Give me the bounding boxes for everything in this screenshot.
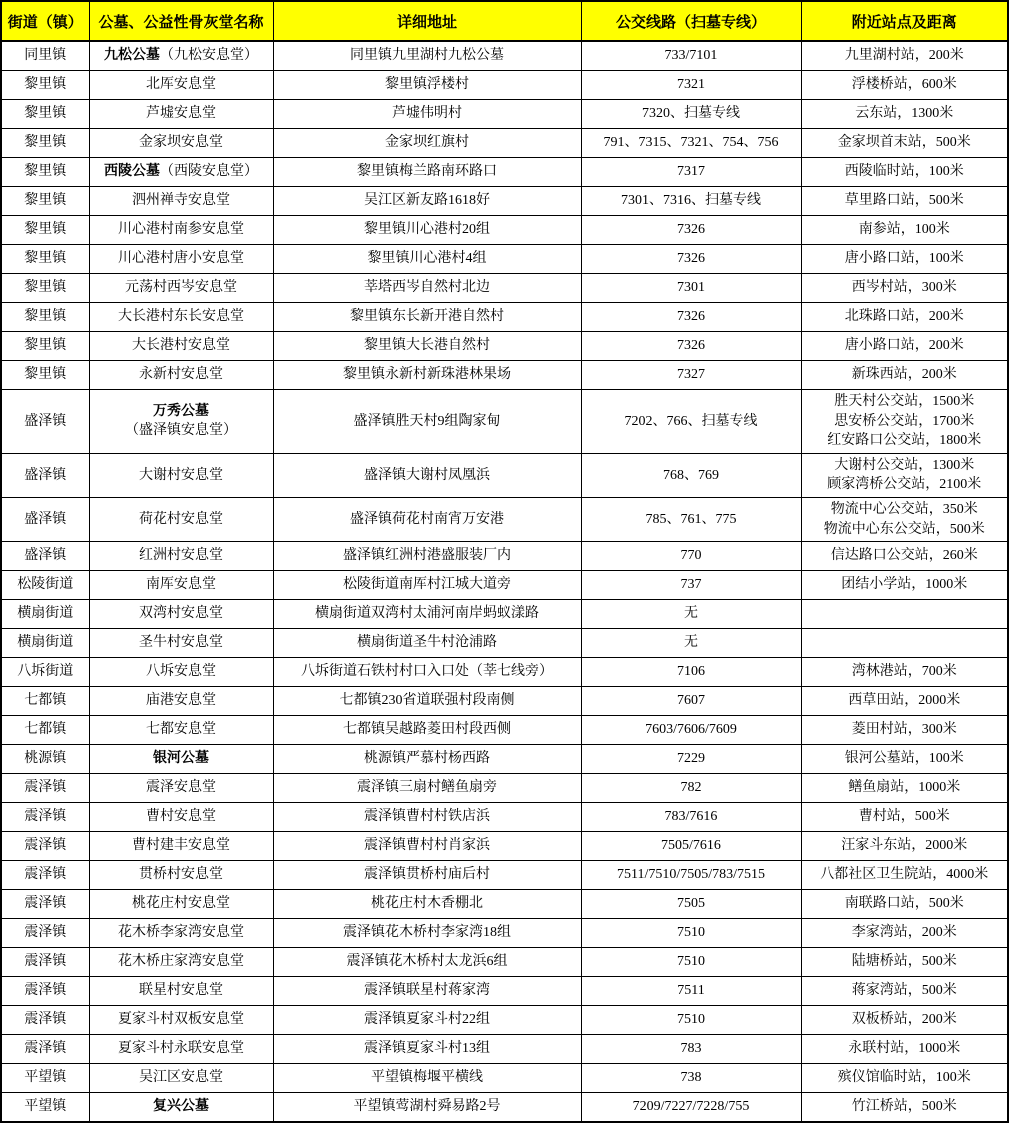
- cemetery-name: 大长港村东长安息堂: [118, 309, 244, 325]
- cell-town: 横扇街道: [1, 600, 89, 629]
- cell-stations: [801, 803, 1008, 832]
- cell-stations: [801, 542, 1008, 571]
- cemetery-name: 红洲村安息堂: [139, 548, 223, 564]
- cell-name: [89, 1035, 273, 1064]
- cemetery-name: 联星村安息堂: [139, 983, 223, 999]
- cell-town: 震泽镇: [1, 803, 89, 832]
- cell-town: 震泽镇: [1, 832, 89, 861]
- cemetery-name: 川心港村唐小安息堂: [118, 251, 244, 267]
- table-row: [1, 129, 1008, 158]
- cell-address: 松陵街道南厍村江城大道旁: [273, 571, 581, 600]
- cell-name: [89, 948, 273, 977]
- cell-address: 震泽镇夏家斗村22组: [273, 1006, 581, 1035]
- cell-name: [89, 658, 273, 687]
- cemetery-name-bold: 西陵公墓: [104, 164, 160, 180]
- table-row: [1, 100, 1008, 129]
- cell-bus-lines: 7202、766、扫墓专线: [581, 390, 801, 454]
- cell-address: 震泽镇夏家斗村13组: [273, 1035, 581, 1064]
- header-cell-name: 公墓、公益性骨灰堂名称: [89, 1, 273, 41]
- cell-name: [89, 542, 273, 571]
- cell-town: 盛泽镇: [1, 453, 89, 497]
- table-row: [1, 71, 1008, 100]
- cell-town: 七都镇: [1, 716, 89, 745]
- cemetery-name: 大谢村安息堂: [139, 467, 223, 483]
- station-line: 西陵临时站，100米: [844, 164, 964, 180]
- station-line: 浮楼桥站，600米: [851, 77, 957, 93]
- cell-name: [89, 716, 273, 745]
- cell-address: 黎里镇川心港村20组: [273, 216, 581, 245]
- cell-name: [89, 361, 273, 390]
- cemetery-name: 贯桥村安息堂: [139, 867, 223, 883]
- cell-stations: [801, 1064, 1008, 1093]
- cell-town: 黎里镇: [1, 129, 89, 158]
- cell-name: [89, 216, 273, 245]
- cemetery-name: 金家坝安息堂: [139, 135, 223, 151]
- cemetery-name: 荷花村安息堂: [139, 511, 223, 527]
- table-row: [1, 687, 1008, 716]
- cell-name: [89, 774, 273, 803]
- cell-town: 盛泽镇: [1, 390, 89, 454]
- cell-town: 盛泽镇: [1, 497, 89, 541]
- station-line: 永联村站，1000米: [848, 1041, 961, 1057]
- station-line: 南联路口站，500米: [844, 896, 964, 912]
- cell-name: [89, 600, 273, 629]
- cemetery-name: 花木桥李家湾安息堂: [118, 925, 244, 941]
- cell-town: 震泽镇: [1, 861, 89, 890]
- cell-town: 盛泽镇: [1, 542, 89, 571]
- cell-town: 黎里镇: [1, 216, 89, 245]
- cell-bus-lines: 7229: [581, 745, 801, 774]
- cell-town: 震泽镇: [1, 977, 89, 1006]
- cell-stations: [801, 629, 1008, 658]
- cell-name: [89, 861, 273, 890]
- cell-stations: [801, 890, 1008, 919]
- cell-name: [89, 41, 273, 71]
- cell-bus-lines: 7327: [581, 361, 801, 390]
- cell-bus-lines: 737: [581, 571, 801, 600]
- cell-address: 莘塔西岑自然村北边: [273, 274, 581, 303]
- cell-bus-lines: 7317: [581, 158, 801, 187]
- cell-town: 震泽镇: [1, 1035, 89, 1064]
- cell-bus-lines: 7301、7316、扫墓专线: [581, 187, 801, 216]
- table-row: [1, 861, 1008, 890]
- cell-name: [89, 158, 273, 187]
- cemetery-name: 南厍安息堂: [146, 577, 216, 593]
- cell-name: [89, 890, 273, 919]
- cemetery-name: （西陵安息堂）: [160, 164, 258, 180]
- cell-town: 黎里镇: [1, 187, 89, 216]
- cell-address: 震泽镇花木桥村李家湾18组: [273, 919, 581, 948]
- station-line: 思安桥公交站，1700米: [834, 413, 975, 429]
- cemetery-name: 大长港村安息堂: [132, 338, 230, 354]
- table-row: [1, 158, 1008, 187]
- cell-name: [89, 1064, 273, 1093]
- cell-address: 同里镇九里湖村九松公墓: [273, 41, 581, 71]
- cemetery-name-sub: （盛泽镇安息堂）: [125, 423, 237, 439]
- cell-address: 金家坝红旗村: [273, 129, 581, 158]
- table-row: [1, 745, 1008, 774]
- cell-bus-lines: 7510: [581, 1006, 801, 1035]
- cell-stations: [801, 658, 1008, 687]
- cell-town: 平望镇: [1, 1093, 89, 1123]
- table-row: [1, 390, 1008, 454]
- cell-address: 盛泽镇红洲村港盛服装厂内: [273, 542, 581, 571]
- cell-address: 平望镇莺湖村舜易路2号: [273, 1093, 581, 1123]
- cemetery-name-bold: 复兴公墓: [153, 1099, 209, 1115]
- cell-stations: [801, 861, 1008, 890]
- station-line: 九里湖村站，200米: [844, 48, 964, 64]
- cell-bus-lines: 无: [581, 629, 801, 658]
- cell-name: [89, 687, 273, 716]
- cell-stations: [801, 361, 1008, 390]
- cemetery-name: 双湾村安息堂: [139, 606, 223, 622]
- station-line: 云东站，1300米: [855, 106, 954, 122]
- cell-address: 吴江区新友路1618好: [273, 187, 581, 216]
- table-row: [1, 774, 1008, 803]
- table-body: [1, 41, 1008, 1122]
- cell-bus-lines: 7326: [581, 332, 801, 361]
- cell-bus-lines: 7505: [581, 890, 801, 919]
- cell-bus-lines: 7301: [581, 274, 801, 303]
- cell-stations: [801, 1035, 1008, 1064]
- table-row: [1, 453, 1008, 497]
- cell-address: 震泽镇花木桥村太龙浜6组: [273, 948, 581, 977]
- cell-name: [89, 1093, 273, 1123]
- cell-name: [89, 303, 273, 332]
- cell-name: [89, 629, 273, 658]
- cell-town: 八坼街道: [1, 658, 89, 687]
- cell-stations: [801, 600, 1008, 629]
- station-line: 银河公墓站，100米: [844, 751, 964, 767]
- cell-stations: [801, 716, 1008, 745]
- cell-address: 黎里镇川心港村4组: [273, 245, 581, 274]
- table-row: [1, 658, 1008, 687]
- cell-stations: [801, 274, 1008, 303]
- table-row: [1, 716, 1008, 745]
- cell-stations: [801, 129, 1008, 158]
- cell-town: 黎里镇: [1, 245, 89, 274]
- station-line: 陆塘桥站，500米: [851, 954, 957, 970]
- station-line: 鳝鱼扇站，1000米: [848, 780, 961, 796]
- cell-address: 黎里镇大长港自然村: [273, 332, 581, 361]
- cell-address: 震泽镇贯桥村庙后村: [273, 861, 581, 890]
- cemetery-name: 曹村建丰安息堂: [132, 838, 230, 854]
- cell-bus-lines: 768、769: [581, 453, 801, 497]
- cell-address: 黎里镇梅兰路南环路口: [273, 158, 581, 187]
- table-row: [1, 187, 1008, 216]
- cell-town: 震泽镇: [1, 919, 89, 948]
- station-line: 南参站，100米: [858, 222, 950, 238]
- table-row: [1, 361, 1008, 390]
- cemetery-name: 北厍安息堂: [146, 77, 216, 93]
- cemetery-name: 震泽安息堂: [146, 780, 216, 796]
- table-row: [1, 245, 1008, 274]
- station-line: 北珠路口站，200米: [844, 309, 964, 325]
- cell-name: [89, 100, 273, 129]
- cell-town: 震泽镇: [1, 774, 89, 803]
- cell-address: 震泽镇曹村村铁店浜: [273, 803, 581, 832]
- cell-bus-lines: 791、7315、7321、754、756: [581, 129, 801, 158]
- cell-address: 桃源镇严慕村杨西路: [273, 745, 581, 774]
- station-line: 团结小学站，1000米: [841, 577, 968, 593]
- cemetery-name: 芦墟安息堂: [146, 106, 216, 122]
- cell-stations: [801, 919, 1008, 948]
- table-row: [1, 948, 1008, 977]
- header-cell-town: 街道（镇）: [1, 1, 89, 41]
- cell-stations: [801, 187, 1008, 216]
- cell-town: 震泽镇: [1, 890, 89, 919]
- cell-stations: [801, 1093, 1008, 1123]
- cell-stations: [801, 497, 1008, 541]
- cell-bus-lines: 7510: [581, 948, 801, 977]
- cell-town: 七都镇: [1, 687, 89, 716]
- cell-name: [89, 453, 273, 497]
- header-cell-bus: 公交线路（扫墓专线）: [581, 1, 801, 41]
- table-row: [1, 303, 1008, 332]
- cell-stations: [801, 977, 1008, 1006]
- cell-stations: [801, 216, 1008, 245]
- cell-bus-lines: 7320、扫墓专线: [581, 100, 801, 129]
- cell-bus-lines: 785、761、775: [581, 497, 801, 541]
- cell-bus-lines: 7510: [581, 919, 801, 948]
- cell-stations: [801, 41, 1008, 71]
- cell-town: 平望镇: [1, 1064, 89, 1093]
- cell-town: 黎里镇: [1, 100, 89, 129]
- cell-name: [89, 919, 273, 948]
- station-line: 汪家斗东站，2000米: [841, 838, 968, 854]
- header-cell-stations: 附近站点及距离: [801, 1, 1008, 41]
- cell-bus-lines: 7326: [581, 303, 801, 332]
- cell-address: 盛泽镇胜天村9组陶家甸: [273, 390, 581, 454]
- table-row: [1, 1093, 1008, 1123]
- station-line: 唐小路口站，200米: [844, 338, 964, 354]
- table-row: [1, 1006, 1008, 1035]
- table-row: [1, 216, 1008, 245]
- cell-bus-lines: 738: [581, 1064, 801, 1093]
- cell-name: [89, 71, 273, 100]
- cell-bus-lines: 782: [581, 774, 801, 803]
- station-line: 殡仪馆临时站，100米: [837, 1070, 971, 1086]
- cell-address: 芦墟伟明村: [273, 100, 581, 129]
- cell-name: [89, 977, 273, 1006]
- cell-town: 横扇街道: [1, 629, 89, 658]
- cell-bus-lines: 783: [581, 1035, 801, 1064]
- station-line: 唐小路口站，100米: [844, 251, 964, 267]
- cell-bus-lines: 7321: [581, 71, 801, 100]
- cemetery-name: 桃花庄村安息堂: [132, 896, 230, 912]
- cell-name: [89, 274, 273, 303]
- table-row: [1, 542, 1008, 571]
- cell-bus-lines: 7511: [581, 977, 801, 1006]
- cell-name: [89, 129, 273, 158]
- cemetery-name: 夏家斗村双板安息堂: [118, 1012, 244, 1028]
- station-line: 物流中心公交站，350米: [830, 501, 978, 517]
- cemetery-name: 元荡村西岑安息堂: [125, 280, 237, 296]
- cell-name: [89, 332, 273, 361]
- cell-town: 黎里镇: [1, 361, 89, 390]
- cell-address: 黎里镇浮楼村: [273, 71, 581, 100]
- cell-name: [89, 497, 273, 541]
- station-line: 西草田站，2000米: [848, 693, 961, 709]
- cell-bus-lines: 7326: [581, 245, 801, 274]
- cell-bus-lines: 7106: [581, 658, 801, 687]
- cemetery-name: 曹村安息堂: [146, 809, 216, 825]
- cell-name: [89, 832, 273, 861]
- cell-address: 横扇街道圣牛村沧浦路: [273, 629, 581, 658]
- cell-town: 松陵街道: [1, 571, 89, 600]
- cell-address: 横扇街道双湾村太浦河南岸蚂蚁漾路: [273, 600, 581, 629]
- cell-stations: [801, 71, 1008, 100]
- cemetery-name: （九松安息堂）: [160, 48, 258, 64]
- cell-stations: [801, 1006, 1008, 1035]
- cell-stations: [801, 687, 1008, 716]
- station-line: 西岑村站，300米: [851, 280, 957, 296]
- station-line: 大谢村公交站，1300米: [834, 457, 975, 473]
- cell-stations: [801, 158, 1008, 187]
- station-line: 胜天村公交站，1500米: [834, 394, 975, 409]
- cell-stations: [801, 774, 1008, 803]
- station-line: 曹村站，500米: [858, 809, 950, 825]
- cell-address: 七都镇230省道联强村段南侧: [273, 687, 581, 716]
- cell-town: 黎里镇: [1, 332, 89, 361]
- cell-address: 震泽镇三扇村鳝鱼扇旁: [273, 774, 581, 803]
- station-line: 八都社区卫生院站，4000米: [820, 867, 989, 883]
- cemetery-name: 圣牛村安息堂: [139, 635, 223, 651]
- cell-bus-lines: 7209/7227/7228/755: [581, 1093, 801, 1123]
- station-line: 菱田村站，300米: [851, 722, 957, 738]
- table-row: [1, 497, 1008, 541]
- header-row: [1, 1, 1008, 41]
- cell-name: [89, 803, 273, 832]
- cell-address: 八坼街道石铁村村口入口处（莘七线旁）: [273, 658, 581, 687]
- station-line: 顾家湾桥公交站，2100米: [827, 477, 982, 493]
- cemetery-name: 永新村安息堂: [139, 367, 223, 383]
- station-line: 竹江桥站，500米: [851, 1099, 957, 1115]
- table-row: [1, 832, 1008, 861]
- cemetery-name: 川心港村南参安息堂: [118, 222, 244, 238]
- table-row: [1, 571, 1008, 600]
- cell-town: 震泽镇: [1, 948, 89, 977]
- cell-name: [89, 1006, 273, 1035]
- table-row: [1, 41, 1008, 71]
- cell-stations: [801, 832, 1008, 861]
- cemetery-name: 七都安息堂: [146, 722, 216, 738]
- cell-name: [89, 571, 273, 600]
- cell-bus-lines: 770: [581, 542, 801, 571]
- table-row: [1, 600, 1008, 629]
- cell-bus-lines: 7326: [581, 216, 801, 245]
- cell-name: [89, 390, 273, 454]
- cell-address: 黎里镇东长新开港自然村: [273, 303, 581, 332]
- cemetery-name-bold: 万秀公墓: [153, 403, 209, 419]
- station-line: 湾林港站，700米: [851, 664, 957, 680]
- cell-stations: [801, 745, 1008, 774]
- cell-stations: [801, 100, 1008, 129]
- cell-address: 震泽镇曹村村肖家浜: [273, 832, 581, 861]
- cell-stations: [801, 332, 1008, 361]
- header-cell-address: 详细地址: [273, 1, 581, 41]
- table-row: [1, 977, 1008, 1006]
- cell-bus-lines: 783/7616: [581, 803, 801, 832]
- station-line: 红安路口公交站，1800米: [827, 433, 982, 449]
- cemetery-name: 花木桥庄家湾安息堂: [118, 954, 244, 970]
- cell-bus-lines: 7607: [581, 687, 801, 716]
- cell-town: 黎里镇: [1, 158, 89, 187]
- cell-stations: [801, 571, 1008, 600]
- table-row: [1, 890, 1008, 919]
- table-row: [1, 1064, 1008, 1093]
- cell-address: 盛泽镇大谢村凤凰浜: [273, 453, 581, 497]
- cell-town: 同里镇: [1, 41, 89, 71]
- cell-address: 平望镇梅堰平横线: [273, 1064, 581, 1093]
- cell-address: 黎里镇永新村新珠港林果场: [273, 361, 581, 390]
- cell-bus-lines: 733/7101: [581, 41, 801, 71]
- cell-town: 黎里镇: [1, 71, 89, 100]
- cell-bus-lines: 7505/7616: [581, 832, 801, 861]
- cell-address: 七都镇吴越路菱田村段西侧: [273, 716, 581, 745]
- cell-stations: [801, 303, 1008, 332]
- cell-town: 黎里镇: [1, 274, 89, 303]
- cell-name: [89, 245, 273, 274]
- station-line: 蒋家湾站，500米: [851, 983, 957, 999]
- table-row: [1, 332, 1008, 361]
- cell-address: 盛泽镇荷花村南宵万安港: [273, 497, 581, 541]
- station-line: 信达路口公交站，260米: [830, 548, 978, 564]
- cell-name: [89, 187, 273, 216]
- table-row: [1, 629, 1008, 658]
- cell-stations: [801, 245, 1008, 274]
- station-line: 草里路口站，500米: [844, 193, 964, 209]
- cell-town: 黎里镇: [1, 303, 89, 332]
- cell-town: 桃源镇: [1, 745, 89, 774]
- cemetery-name-bold: 银河公墓: [153, 751, 209, 767]
- station-line: 物流中心东公交站，500米: [823, 521, 985, 537]
- cell-town: 震泽镇: [1, 1006, 89, 1035]
- station-line: 金家坝首末站，500米: [837, 135, 971, 151]
- cell-bus-lines: 7603/7606/7609: [581, 716, 801, 745]
- table-row: [1, 274, 1008, 303]
- cell-bus-lines: 无: [581, 600, 801, 629]
- cemetery-name: 泗州禅寺安息堂: [132, 193, 230, 209]
- cell-bus-lines: 7511/7510/7505/783/7515: [581, 861, 801, 890]
- cemetery-name-bold: 九松公墓: [104, 48, 160, 64]
- cell-stations: [801, 948, 1008, 977]
- station-line: 新珠西站，200米: [851, 367, 957, 383]
- cemetery-name: 夏家斗村永联安息堂: [118, 1041, 244, 1057]
- table-row: [1, 919, 1008, 948]
- cemetery-name: 八坼安息堂: [146, 664, 216, 680]
- table-row: [1, 803, 1008, 832]
- cell-name: [89, 745, 273, 774]
- cell-stations: [801, 453, 1008, 497]
- cell-stations: [801, 390, 1008, 454]
- cemetery-name: 吴江区安息堂: [139, 1070, 223, 1086]
- table-row: [1, 1035, 1008, 1064]
- cemetery-name: 庙港安息堂: [146, 693, 216, 709]
- cell-address: 震泽镇联星村蒋家湾: [273, 977, 581, 1006]
- station-line: 李家湾站，200米: [851, 925, 957, 941]
- station-line: 双板桥站，200米: [851, 1012, 957, 1028]
- cell-address: 桃花庄村木香棚北: [273, 890, 581, 919]
